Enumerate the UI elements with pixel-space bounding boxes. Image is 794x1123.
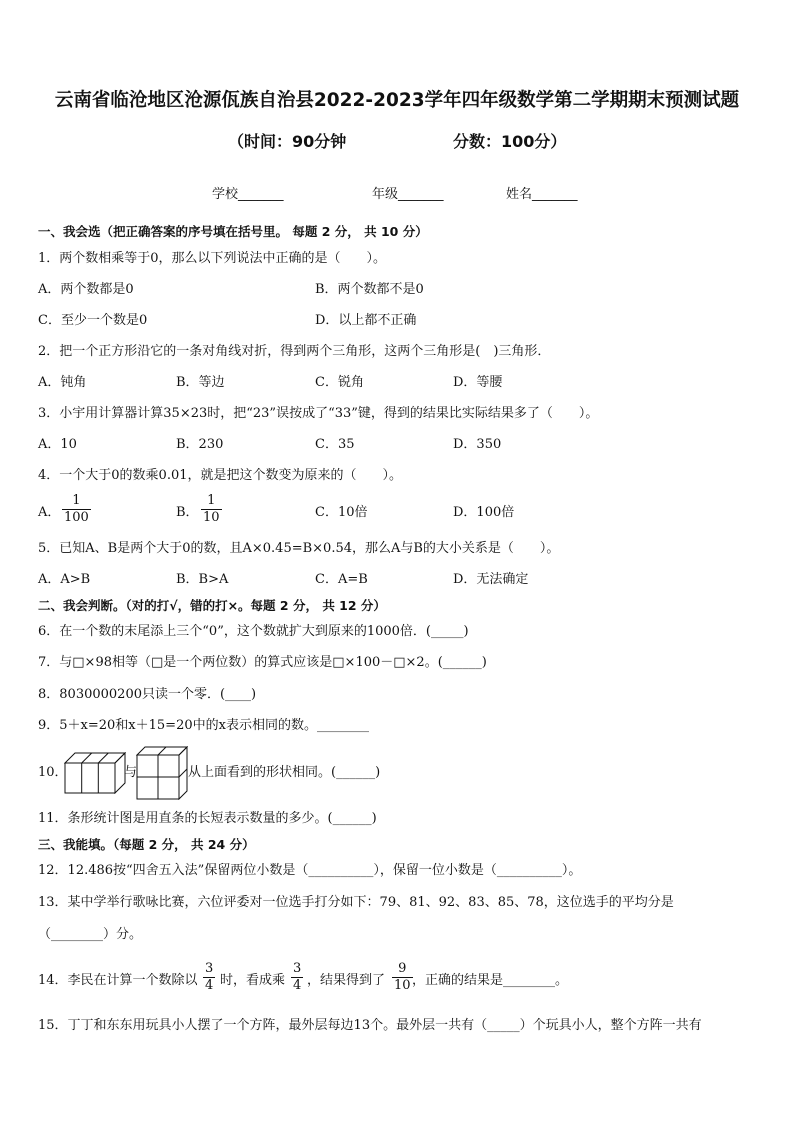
- q5-option-a[interactable]: A．A>B: [38, 572, 91, 587]
- name-field[interactable]: 姓名_______: [506, 187, 578, 202]
- question-14-part1: 14．李民在计算一个数除以: [38, 973, 198, 988]
- question-3: 3．小宇用计算器计算35×23时，把“23”误按成了“33”键，得到的结果比实际结果多了（ ）。: [38, 406, 599, 421]
- fraction-numerator: 3: [205, 961, 214, 976]
- q2-option-b[interactable]: B．等边: [176, 375, 225, 390]
- fraction-numerator: 1: [207, 493, 216, 508]
- question-13-line2: （________）分。: [38, 927, 143, 942]
- question-10-number: 10．: [38, 765, 68, 780]
- q2-option-a[interactable]: A．钝角: [38, 375, 87, 390]
- q4-option-a-label[interactable]: A．: [38, 505, 61, 520]
- q5-option-b[interactable]: B．B>A: [176, 572, 229, 587]
- section-heading-choice: 一、我会选（把正确答案的序号填在括号里。 每题 2 分， 共 10 分）: [38, 224, 428, 239]
- stacked-cubes-figure: [136, 746, 188, 800]
- question-8: 8．8030000200只读一个零．(____): [38, 687, 257, 702]
- exam-score: 分数：100分）: [453, 132, 567, 151]
- question-12: 12．12.486按“四舍五入法”保留两位小数是（__________），保留一位小数是（__________）。: [38, 863, 582, 878]
- question-14-part2: 时，看成乘: [220, 973, 286, 988]
- question-2: 2．把一个正方形沿它的一条对角线对折，得到两个三角形，这两个三角形是( )三角形．: [38, 344, 551, 359]
- question-1: 1．两个数相乘等于0，那么以下列说法中正确的是（ ）。: [38, 251, 387, 266]
- question-9: 9．5＋x=20和x＋15=20中的x表示相同的数。________: [38, 718, 369, 733]
- q1-option-c[interactable]: C．至少一个数是0: [38, 313, 148, 328]
- question-14-part4: ，正确的结果是________。: [412, 973, 569, 988]
- question-10-tail: 从上面看到的形状相同。(______): [188, 765, 381, 780]
- question-14-part3: ，结果得到了: [307, 973, 386, 988]
- question-13-line1: 13．某中学举行歌咏比赛，六位评委对一位选手打分如下：79、81、92、83、85、78，这位选手的平均分是: [38, 895, 674, 910]
- q3-option-b[interactable]: B．230: [176, 437, 224, 452]
- school-field[interactable]: 学校_______: [212, 187, 284, 202]
- question-7: 7．与□×98相等（□是一个两位数）的算式应该是□×100－□×2。(______): [38, 655, 487, 670]
- q5-option-d[interactable]: D．无法确定: [453, 572, 529, 587]
- question-6: 6．在一个数的末尾添上三个“0”，这个数就扩大到原来的1000倍．(_____): [38, 624, 469, 639]
- fraction-numerator: 1: [72, 493, 81, 508]
- question-5: 5．已知A、B是两个大于0的数，且A×0.45=B×0.54，那么A与B的大小关系是（ ）。: [38, 541, 560, 556]
- q2-option-d[interactable]: D．等腰: [453, 375, 503, 390]
- question-10-connector: 与: [124, 765, 138, 780]
- fraction-numerator: 9: [398, 961, 407, 976]
- q1-option-b[interactable]: B．两个数都不是0: [315, 282, 424, 297]
- q1-option-a[interactable]: A．两个数都是0: [38, 282, 134, 297]
- question-4: 4．一个大于0的数乘0.01，就是把这个数变为原来的（ ）。: [38, 468, 402, 483]
- q4-option-c[interactable]: C．10倍: [315, 505, 368, 520]
- section-heading-judge: 二、我会判断。（对的打√，错的打×。每题 2 分， 共 12 分）: [38, 598, 386, 613]
- q14-fraction-1: [203, 961, 215, 994]
- fraction-denominator: 10: [394, 978, 411, 993]
- question-15: 15．丁丁和东东用玩具小人摆了一个方阵，最外层每边13个。最外层一共有（_____）个玩具小人，整个方阵一共有: [38, 1018, 702, 1033]
- q4-option-b-fraction[interactable]: [201, 493, 222, 526]
- three-cube-row-figure: [64, 752, 126, 794]
- fraction-denominator: 100: [64, 510, 89, 525]
- q3-option-a[interactable]: A．10: [38, 437, 77, 452]
- q4-option-b-label[interactable]: B．: [176, 505, 199, 520]
- section-heading-fill: 三、我能填。（每题 2 分， 共 24 分）: [38, 837, 255, 852]
- exam-time: （时间：90分钟: [228, 132, 347, 151]
- fraction-denominator: 10: [203, 510, 220, 525]
- q14-fraction-2: [291, 961, 303, 994]
- q1-option-d[interactable]: D．以上都不正确: [315, 313, 417, 328]
- fraction-numerator: 3: [293, 961, 302, 976]
- q3-option-d[interactable]: D．350: [453, 437, 502, 452]
- question-11: 11．条形统计图是用直条的长短表示数量的多少。(______): [38, 811, 377, 826]
- grade-field[interactable]: 年级_______: [372, 187, 444, 202]
- fraction-denominator: 4: [293, 978, 302, 993]
- q4-option-d[interactable]: D．100倍: [453, 505, 515, 520]
- q4-option-a-fraction[interactable]: [62, 493, 91, 526]
- q2-option-c[interactable]: C．锐角: [315, 375, 364, 390]
- q3-option-c[interactable]: C．35: [315, 437, 355, 452]
- q14-fraction-3: [392, 961, 413, 994]
- fraction-denominator: 4: [205, 978, 214, 993]
- q5-option-c[interactable]: C．A=B: [315, 572, 368, 587]
- page-title: 云南省临沧地区沧源佤族自治县2022-2023学年四年级数学第二学期期末预测试题: [54, 90, 740, 111]
